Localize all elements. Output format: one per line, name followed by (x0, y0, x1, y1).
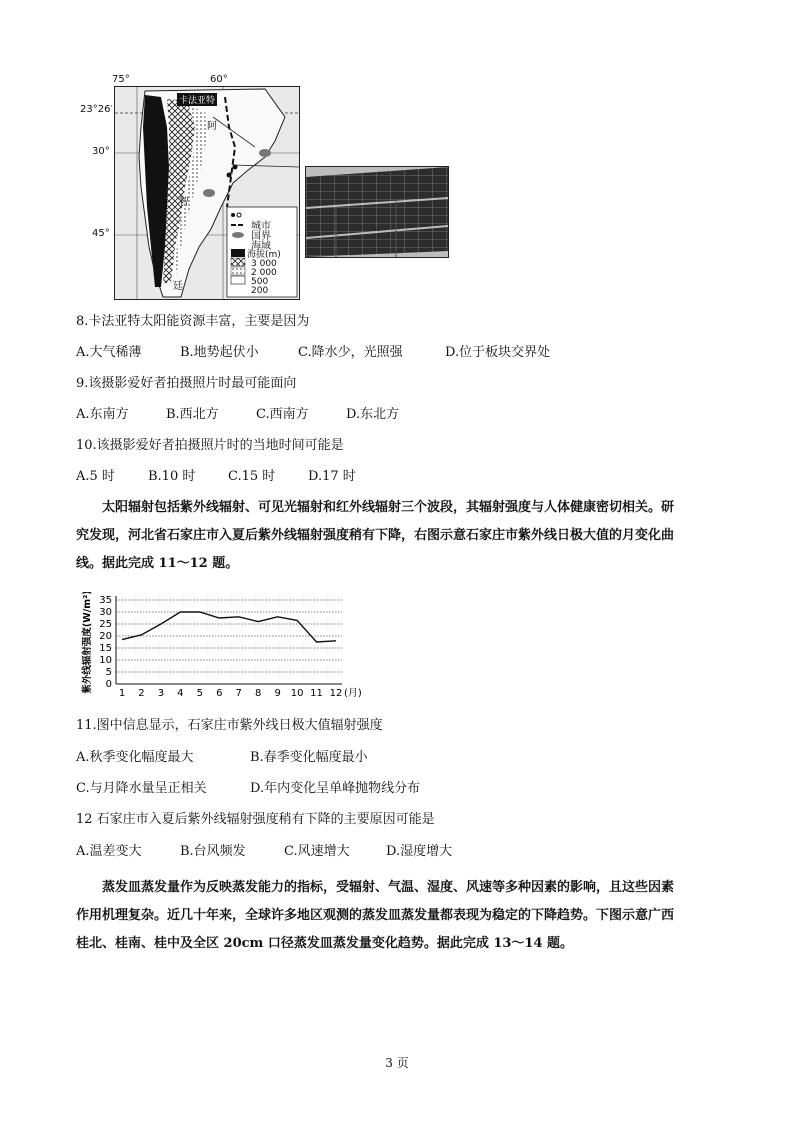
legend-city-label: 城市 (251, 221, 271, 232)
x-tick-label: 11 (310, 688, 323, 699)
q9-option-c: C.西南方 (256, 407, 309, 422)
passage-3-line-3: 桂北、桂南、桂中及全区 20cm 口径蒸发皿蒸发量变化趋势。据此完成 13～14 题。 (76, 936, 574, 951)
q8-option-d: D.位于板块交界处 (445, 345, 551, 360)
q9-option-d: D.东北方 (346, 407, 400, 422)
q8-option-b: B.地势起伏小 (180, 345, 259, 360)
place-label-argentina: 阿 (207, 121, 217, 132)
x-tick-label: 8 (254, 688, 262, 699)
city-marker (227, 173, 232, 178)
latitude-23: 23°26′ (80, 104, 113, 115)
longitude-60: 60° (210, 74, 228, 85)
y-tick-label: 20 (99, 631, 112, 642)
q8-option-a: A.大气稀薄 (76, 345, 142, 360)
y-tick-label: 30 (99, 607, 112, 618)
legend-border-label: 国界 (251, 231, 271, 242)
x-tick-label: 9 (274, 688, 281, 699)
q12-option-c: C.风速增大 (284, 844, 350, 859)
question-12-stem: 12 石家庄市入夏后紫外线辐射强度稍有下降的主要原因可能是 (76, 812, 435, 827)
uv-series-line (122, 612, 336, 642)
y-tick-label: 25 (99, 619, 112, 630)
x-tick-label: 1 (118, 688, 126, 699)
q12-option-d: D.湿度增大 (386, 844, 453, 859)
place-label-cafayate: 卡法亚特 (177, 93, 217, 106)
uv-radiation-chart (80, 592, 362, 700)
passage-2 (76, 494, 718, 578)
city-marker (233, 165, 238, 170)
x-unit-label: (月) (344, 688, 362, 699)
legend-elevation-500: 500 (251, 277, 269, 287)
q9-option-b: B.西北方 (166, 407, 219, 422)
place-label-chile: 智 (179, 197, 189, 208)
q11-option-c: C.与月降水量呈正相关 (76, 781, 207, 796)
y-tick-label: 35 (99, 595, 112, 606)
passage-3-line-2: 作用机理复杂。近几十年来，全球许多地区观测的蒸发皿蒸发量都表现为稳定的下降趋势。下图示意广西 (76, 908, 675, 923)
q10-option-a: A.5 时 (76, 469, 115, 484)
question-9-stem: 9.该摄影爱好者拍摄照片时最可能面向 (76, 376, 297, 391)
passage-2-line-2: 究发现，河北省石家庄市入夏后紫外线辐射强度稍有下降，右图示意石家庄市紫外线日极大值的月变化曲 (76, 528, 675, 543)
y-tick-label: 10 (99, 655, 112, 666)
q11-option-d: D.年内变化呈单峰抛物线分布 (250, 781, 421, 796)
latitude-30: 30° (92, 146, 110, 157)
q12-option-a: A.温差变大 (76, 844, 142, 859)
q10-option-c: C.15 时 (228, 469, 276, 484)
q10-option-d: D.17 时 (308, 469, 356, 484)
x-tick-label: 12 (329, 688, 343, 699)
passage-2-line-3: 线。据此完成 11～12 题。 (76, 556, 239, 571)
x-tick-label: 6 (216, 688, 223, 699)
solar-panel-photo (305, 166, 449, 258)
q8-option-c: C.降水少，光照强 (298, 345, 403, 360)
legend-elevation-label: 海拔(m) (247, 250, 281, 260)
question-10-stem: 10.该摄影爱好者拍摄照片时的当地时间可能是 (76, 438, 344, 453)
q11-option-a: A.秋季变化幅度最大 (76, 750, 194, 765)
legend-sea-label: 海域 (251, 241, 271, 252)
latitude-45: 45° (92, 228, 110, 239)
x-tick-label: 5 (196, 688, 204, 699)
passage-2-line-1: 太阳辐射包括紫外线辐射、可见光辐射和红外线辐射三个波段，其辐射强度与人体健康密切相关。研 (102, 500, 675, 515)
legend-elevation-200: 200 (251, 286, 269, 296)
south-america-map (114, 86, 300, 300)
passage-3 (76, 874, 718, 958)
x-tick-label: 2 (138, 688, 145, 699)
q11-option-b: B.春季变化幅度最小 (250, 750, 368, 765)
q9-option-a: A.东南方 (76, 407, 129, 422)
x-tick-label: 10 (290, 688, 304, 699)
question-8-stem: 8.卡法亚特太阳能资源丰富，主要是因为 (76, 314, 310, 329)
q10-option-b: B.10 时 (148, 469, 196, 484)
y-axis-label: 紫外线辐射强度(W/m²) (82, 592, 93, 694)
x-tick-label: 3 (157, 688, 165, 699)
x-tick-label: 4 (177, 688, 184, 699)
q12-option-b: B.台风频发 (180, 844, 246, 859)
question-11-stem: 11.图中信息显示，石家庄市紫外线日极大值辐射强度 (76, 718, 383, 733)
y-tick-label: 0 (105, 679, 112, 690)
place-label-ting: 廷 (173, 281, 183, 292)
longitude-75: 75° (112, 74, 130, 85)
passage-3-line-1: 蒸发皿蒸发量作为反映蒸发能力的指标，受辐射、气温、湿度、风速等多种因素的影响，且这些因素 (102, 880, 675, 895)
page-number: 3 页 (385, 1056, 409, 1070)
legend-elevation-3000: 3 000 (251, 259, 277, 269)
x-tick-label: 7 (235, 688, 242, 699)
y-tick-label: 5 (105, 667, 112, 678)
y-tick-label: 15 (99, 643, 112, 654)
legend-elevation-2000: 2 000 (251, 268, 277, 278)
uv-chart-svg (80, 592, 362, 700)
